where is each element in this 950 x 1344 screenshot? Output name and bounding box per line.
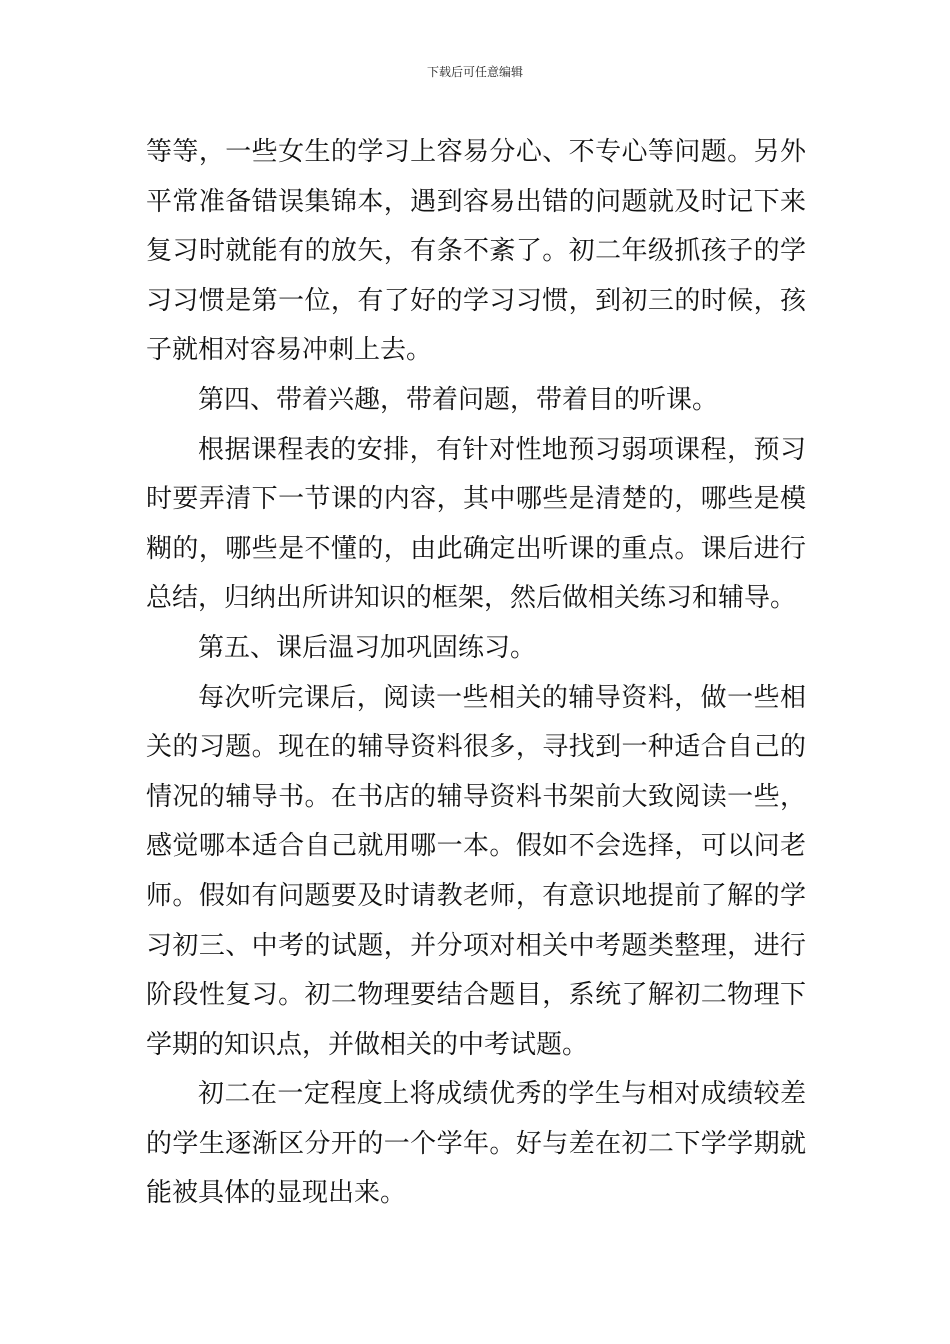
section-heading-five: 第五、课后温习加巩固练习。 [198, 632, 537, 663]
paragraph-conclusion: 初二在一定程度上将成绩优秀的学生与相对成绩较差的学生逐渐区分开的一个学年。好与差在初二下学学期就能被具体的显现出来。 [146, 1079, 806, 1209]
section-heading-four: 第四、带着兴趣，带着问题，带着目的听课。 [198, 384, 719, 415]
document-body [146, 128, 806, 1219]
paragraph-preview: 根据课程表的安排，有针对性地预习弱项课程，预习时要弄清下一节课的内容，其中哪些是清楚的，哪些是模糊的，哪些是不懂的，由此确定出听课的重点。课后进行总结，归纳出所讲知识的框架，然后做相关练习和辅导。 [146, 434, 806, 614]
paragraph-review: 每次听完课后，阅读一些相关的辅导资料，做一些相关的习题。现在的辅导资料很多，寻找到一种适合自己的情况的辅导书。在书店的辅导资料书架前大致阅读一些，感觉哪本适合自己就用哪一本。假如不会选择，可以问老师。假如有问题要及时请教老师，有意识地提前了解的学习初三、中考的试题，并分项对相关中考题类整理，进行阶段性复习。初二物理要结合题目，系统了解初二物理下学期的知识点，并做相关的中考试题。 [146, 682, 806, 1060]
paragraph-continuation: 等等，一些女生的学习上容易分心、不专心等问题。另外平常准备错误集锦本，遇到容易出错的问题就及时记下来复习时就能有的放矢，有条不紊了。初二年级抓孩子的学习习惯是第一位，有了好的学习习惯，到初三的时候，孩子就相对容易冲刺上去。 [146, 137, 806, 366]
page-header: 下载后可任意编辑 [426, 65, 523, 79]
